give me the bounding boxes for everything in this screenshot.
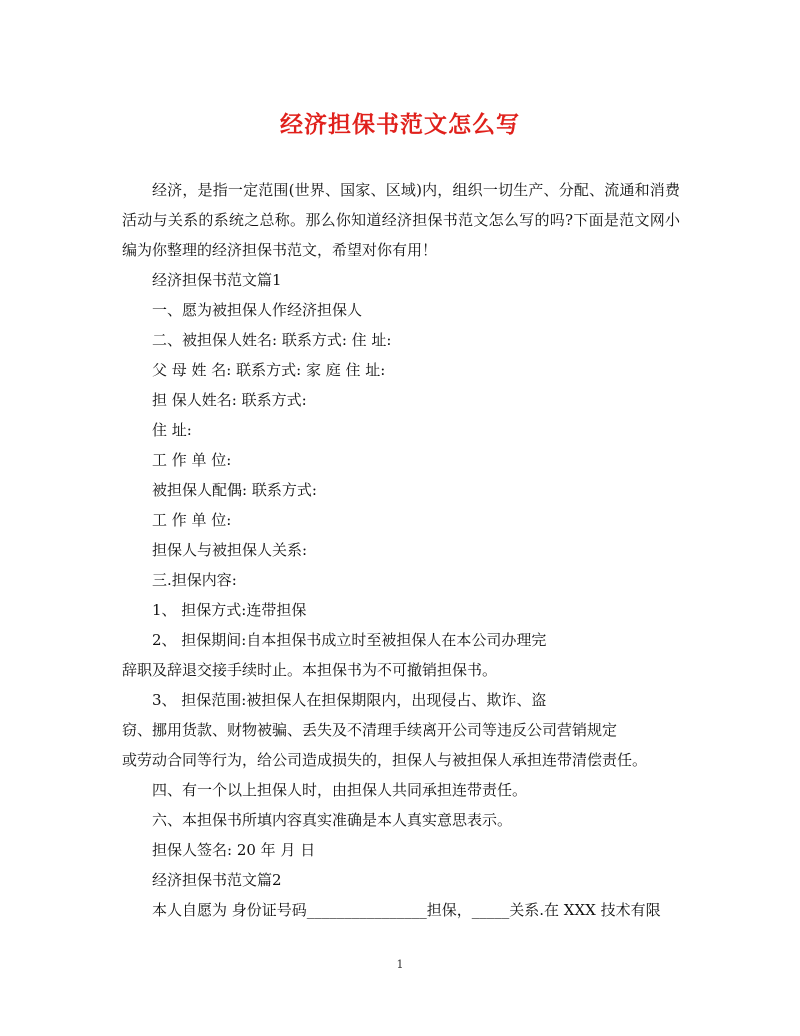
clause-line: 住 址: — [152, 421, 192, 439]
intro-paragraph: 经济，是指一定范围(世界、国家、区域)内，组织一切生产、分配、流通和消费活动与关系的系统之总称。那么你知道经济担保书范文怎么写的吗?下面是范文网小编为你整理的经济担保书范文，希望对你有用！ — [122, 181, 680, 259]
clause-line: 工 作 单 位: — [152, 451, 232, 469]
clause-line: 担保人与被担保人关系: — [152, 541, 308, 559]
clause-line: 三.担保内容: — [152, 571, 237, 589]
clause-continuation: 或劳动合同等行为，给公司造成损失的，担保人与被担保人承担连带清偿责任。 — [122, 751, 648, 769]
clause-line: 1、 担保方式:连带担保 — [152, 601, 307, 619]
document-title: 经济担保书范文怎么写 — [280, 111, 520, 138]
clause-continuation: 窃、挪用货款、财物被骗、丢失及不清理手续离开公司等违反公司营销规定 — [122, 721, 618, 739]
clause-line: 父 母 姓 名: 联系方式: 家 庭 住 址: — [152, 361, 386, 379]
clause-line: 担 保人姓名: 联系方式: — [152, 391, 307, 409]
clause-line: 本人自愿为 身份证号码________________担保，_____关系.在 XXX 技术有限 — [152, 901, 661, 919]
section-heading-1: 经济担保书范文篇1 — [152, 271, 282, 289]
clause-line: 2、 担保期间:自本担保书成立时至被担保人在本公司办理完 — [152, 631, 547, 649]
clause-line: 四、有一个以上担保人时，由担保人共同承担连带责任。 — [152, 781, 528, 799]
page-number: 1 — [396, 958, 404, 971]
clause-line: 一、愿为被担保人作经济担保人 — [152, 301, 363, 319]
clause-line: 工 作 单 位: — [152, 511, 232, 529]
section-heading-2: 经济担保书范文篇2 — [152, 871, 282, 889]
signature-line: 担保人签名: 20 年 月 日 — [152, 841, 316, 859]
clause-line: 六、本担保书所填内容真实准确是本人真实意思表示。 — [152, 811, 513, 829]
clause-line: 3、 担保范围:被担保人在担保期限内，出现侵占、欺诈、盗 — [152, 691, 547, 709]
document-body — [122, 175, 680, 925]
clause-continuation: 辞职及辞退交接手续时止。本担保书为不可撤销担保书。 — [122, 661, 498, 679]
clause-line: 被担保人配偶: 联系方式: — [152, 481, 317, 499]
clause-line: 二、被担保人姓名: 联系方式: 住 址: — [152, 331, 392, 349]
